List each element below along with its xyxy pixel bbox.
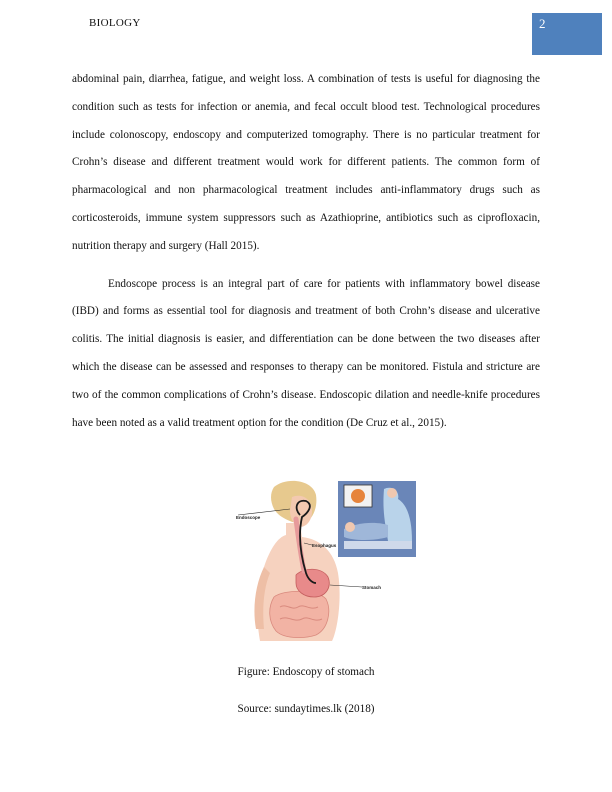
page-number-box bbox=[532, 13, 602, 55]
page-number: 2 bbox=[539, 16, 546, 31]
label-esophagus: Esophagus bbox=[312, 543, 337, 548]
figure-caption: Figure: Endoscopy of stomach bbox=[237, 666, 375, 678]
stomach-shape bbox=[296, 569, 329, 597]
endoscopy-illustration bbox=[234, 479, 418, 641]
doctor-head bbox=[387, 488, 397, 498]
label-endoscope: Endoscope bbox=[236, 515, 261, 520]
running-head: BIOLOGY bbox=[89, 17, 141, 29]
intestines-shape bbox=[270, 591, 329, 637]
paragraph-2: Endoscope process is an integral part of care for patients with inflammatory bowel disease (IBD) and forms as essential tool for diagnosis and treatment of both Crohn’s disease and ulcerative colitis. The initial diagnosis is easier, and differentiation can be done between the two diseases after which the disease can be assessed and responses to therapy can be monitored. Fistula and stricture are two of the common complications of Crohn’s disease. Endoscopic dilation and needle-knife procedures have been noted as a valid treatment option for the condition (De Cruz et al., 2015). bbox=[72, 277, 540, 429]
label-stomach: Stomach bbox=[362, 585, 382, 590]
monitor-image bbox=[351, 489, 365, 503]
body-text bbox=[72, 66, 540, 437]
patient-head bbox=[345, 522, 355, 532]
bed-shape bbox=[344, 541, 412, 549]
paragraph-1: abdominal pain, diarrhea, fatigue, and weight loss. A combination of tests is useful for diagnosing the condition such as tests for infection or anemia, and fecal occult blood test. Technological procedures include colonoscopy, endoscopy and computerized tomography. There is no particular treatment for Crohn’s disease and different treatment would work for different patients. The common form of pharmacological and non pharmacological treatment includes anti-inflammatory drugs such as corticosteroids, immune system suppressors such as Azathioprine, antibiotics such as ciprofloxacin, nutrition therapy and surgery (Hall 2015). bbox=[72, 73, 540, 252]
figure-source: Source: sundaytimes.lk (2018) bbox=[237, 703, 375, 715]
